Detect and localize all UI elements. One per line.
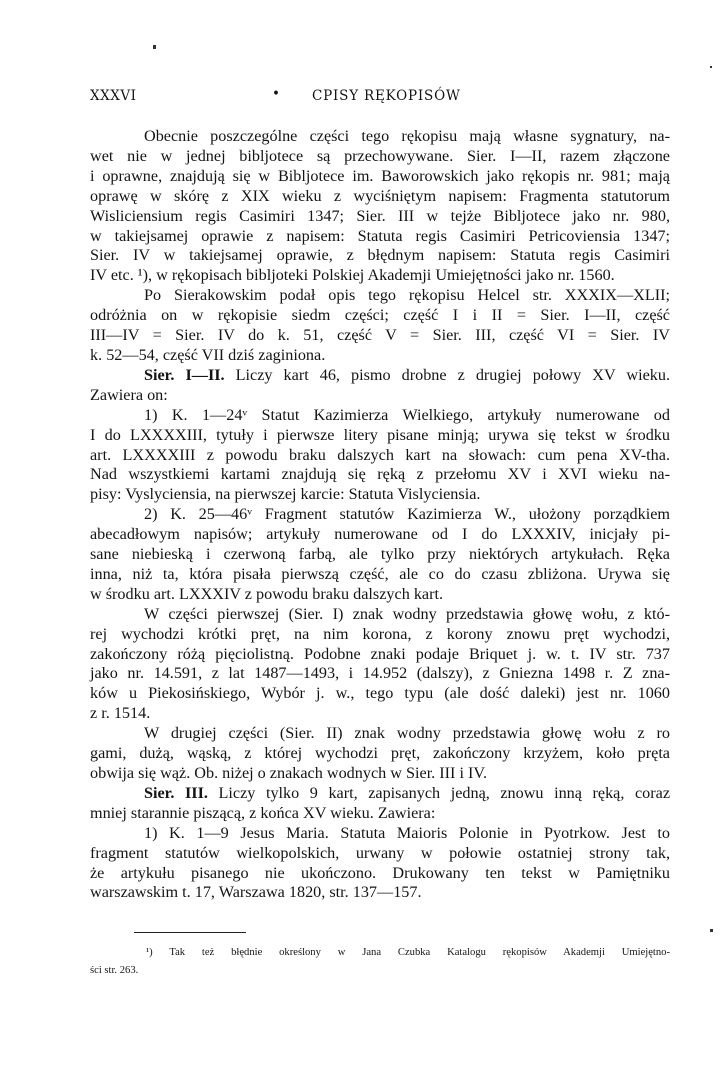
text-line: pisy: Vyslyciensia, na pierwszej karcie: Statuta Vislyciensia. — [90, 485, 481, 504]
text-line: Obecnie poszczególne części tego rękopisu mają własne sygnatury, na- — [144, 127, 670, 145]
text-line: Sier. I—II. Liczy kart 46, pismo drobne z drugiej połowy XV wieku. — [144, 365, 671, 384]
page-number: XXXVI — [90, 88, 137, 104]
text-line: art. LXXXXIII z powodu braku dalszych kart na słowach: cum pena XV-tha. — [90, 445, 670, 464]
text-line: III—IV = Sier. IV do k. 51, część V = Sier. III, część VI = Sier. IV — [90, 326, 670, 345]
text-line: oprawę w skórę z XIX wieku z wyciśniętym napisem: Fragmenta statutorum — [90, 186, 670, 205]
text-line: W części pierwszej (Sier. I) znak wodny przedstawia głowę wołu, z któ- — [144, 604, 670, 623]
text-line: jako nr. 14.591, z lat 1487—1493, i 14.952 (dalszy), z Gniezna 1498 r. Z zna- — [90, 664, 670, 683]
running-title: CPISY RĘKOPISÓW — [312, 88, 461, 104]
text-line: 1) K. 1—24ᵛ Statut Kazimierza Wielkiego, artykuły numerowane od — [144, 405, 670, 424]
section-heading: Sier. I—II. — [144, 365, 225, 384]
text-line: gami, dużą, wąską, z której wychodzi pręt, zakończony krzyżem, koło pręta — [90, 744, 670, 763]
text-line: w takiejsamej oprawie z napisem: Statuta regis Casimiri Petricoviensia 1347; — [90, 226, 670, 245]
text-line: Po Sierakowskim podał opis tego rękopisu Helcel str. XXXIX—XLII; — [144, 286, 670, 305]
text-line: wet nie w jednej bibljotece są przechowywane. Sier. I—II, razem złączone — [90, 146, 670, 165]
text-line: 1) K. 1—9 Jesus Maria. Statuta Maioris Polonie in Pyotrkow. Jest to — [144, 823, 670, 842]
text-line: w środku art. LXXXIV z powodu braku dalszych kart. — [90, 584, 444, 603]
text-line: Sier. III. Liczy tylko 9 kart, zapisanych jedną, znowu inną ręką, coraz — [144, 783, 671, 802]
text-line: ków u Piekosińskiego, Wybór j. w., tego typu (ale dość daleki) jest nr. 1060 — [90, 684, 670, 703]
text-line: odróżnia on w rękopisie siedm części; część I i II = Sier. I—II, część — [90, 306, 670, 325]
text-line: rej wychodzi krótki pręt, na nim korona, z korony znowu pręt wychodzi, — [90, 624, 670, 643]
text-line: Sier. IV w takiejsamej oprawie, z błędnym napisem: Statuta regis Casimiri — [90, 246, 670, 265]
text-line: i oprawne, znajdują się w Bibljotece im. Baworowskich jako rękopis nr. 981; mają — [90, 166, 670, 185]
section-heading: Sier. III. — [144, 783, 208, 802]
text-line: zakończony różą pięciolistną. Podobne znaki podaje Briquet j. w. t. IV str. 737 — [90, 644, 670, 663]
footnote-line: ¹) Tak też błędnie określony w Jana Czubka Katalogu rękopisów Akademji Umiejętno- — [146, 947, 670, 958]
text-line: IV etc. ¹), w rękopisach bibljoteki Polskiej Akademji Umiejętności jako nr. 1560. — [90, 266, 615, 285]
header-separator: • — [272, 86, 281, 102]
text-line: I do LXXXXIII, tytuły i pierwsze litery pisane minją; urywa się tekst w środku — [90, 425, 670, 444]
body-text — [90, 127, 670, 903]
text-line: mniej starannie piszącą, z końca XV wieku. Zawiera: — [90, 803, 436, 822]
text-line: Zawiera on: — [90, 385, 168, 404]
margin-speck — [710, 66, 712, 68]
text-line: inna, niż ta, która pisała pierwszą część, ale co do czasu zbliżona. Urywa się — [90, 564, 670, 583]
text-line: 2) K. 25—46ᵛ Fragment statutów Kazimierza W., ułożony porządkiem — [144, 505, 670, 524]
text-line: Nad wszystkiemi kartami znajdują się ręką z przełomu XV i XVI wieku na- — [90, 465, 670, 484]
text-line: z r. 1514. — [90, 704, 151, 723]
footnote-line: ści str. 263. — [90, 964, 139, 976]
text-line: abecadłowym napisów; artykuły numerowane od I do LXXXIV, inicjały pi- — [90, 525, 670, 544]
text-line: k. 52—54, część VII dziś zaginiona. — [90, 345, 326, 364]
text-line: W drugiej części (Sier. II) znak wodny przedstawia głowę wołu z ro — [144, 724, 670, 743]
text-line: że artykułu pisanego nie ukończono. Drukowany ten tekst w Pamiętniku — [90, 863, 670, 882]
margin-speck — [710, 929, 713, 932]
print-speck — [153, 45, 156, 49]
text-line: warszawskim t. 17, Warszawa 1820, str. 137—157. — [90, 883, 422, 902]
text-line: obwija się wąż. Ob. niżej o znakach wodnych w Sier. III i IV. — [90, 764, 488, 782]
text-line: fragment statutów wielkopolskich, urwany w połowie ostatniej strony tak, — [90, 843, 670, 862]
footnote-rule — [134, 932, 246, 933]
text-line: Wisliciensium regis Casimiri 1347; Sier. III w tejże Bibljotece jako nr. 980, — [90, 206, 670, 225]
footnotes — [90, 944, 670, 979]
text-line: sane niebieską i czerwoną farbą, ale tylko przy niektórych artykułach. Ręka — [90, 545, 670, 564]
